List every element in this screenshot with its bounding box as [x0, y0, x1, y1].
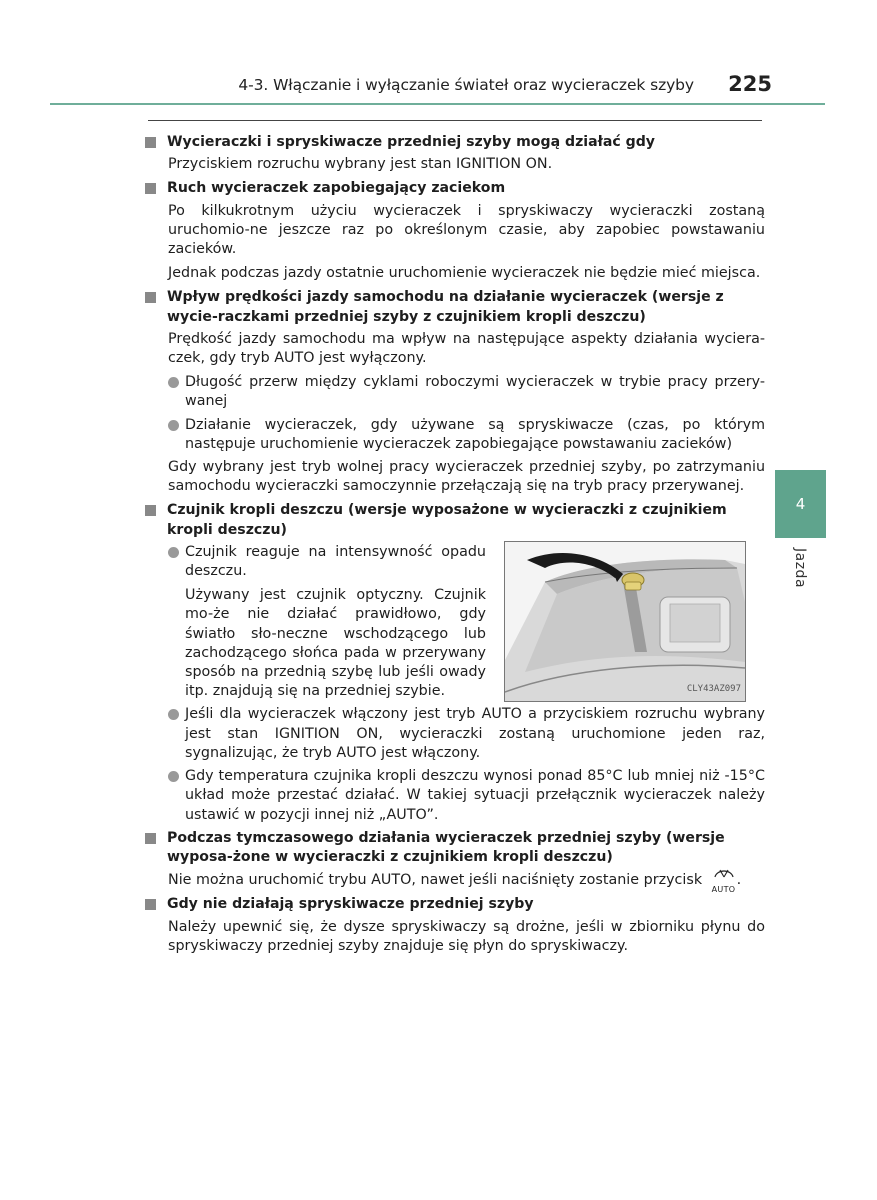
page-content — [145, 133, 765, 961]
round-bullet-icon — [168, 547, 179, 558]
paragraph: Przyciskiem rozruchu wybrany jest stan IGNITION ON. — [168, 156, 553, 173]
round-bullet-icon — [168, 377, 179, 388]
section-anti-streak — [145, 179, 765, 283]
square-bullet-icon — [145, 505, 156, 516]
list-item: Czujnik reaguje na intensywność opadu deszczu. Używany jest czujnik optyczny. Czujnik mo-że nie działać prawidłowo, gdy światło sło-neczne wschodzącego lub zachodzącego słońca pada w przerywany sposób na przednią szybę lub jeśli owady itp. znajdują się na przedniej szybie. — [168, 543, 486, 702]
sensor-note: Używany jest czujnik optyczny. Czujnik mo-że nie działać prawidłowo, gdy światło sło-neczne wschodzącego lub zachodzącego słońca pada w przerywany sposób na przednią szybę lub jeśli owady itp. znajdują się na przedniej szybie. — [185, 587, 486, 700]
paragraph: Prędkość jazdy samochodu ma wpływ na następujące aspekty działania wyciera-czek, gdy tryb AUTO jest wyłączony. — [168, 330, 765, 367]
square-bullet-icon — [145, 137, 156, 148]
rain-sensor-illustration — [504, 541, 746, 702]
list-item: Długość przerw między cyklami roboczymi wycieraczek w trybie pracy przery-wanej — [168, 373, 765, 411]
paragraph: Gdy wybrany jest tryb wolnej pracy wycieraczek przedniej szyby, po zatrzymaniu samochodu wycieraczki samoczynnie przełączają się na tryb pracy przerywanej. — [168, 459, 765, 495]
round-bullet-icon — [168, 771, 179, 782]
paragraph: Należy upewnić się, że dysze spryskiwaczy są drożne, jeśli w zbiorniku płynu do spryskiwaczy przedniej szyby znajduje się płyn do spryskiwaczy. — [168, 918, 765, 954]
square-bullet-icon — [145, 899, 156, 910]
section-washers-not-working — [145, 895, 765, 956]
section-title: Ruch wycieraczek zapobiegający zaciekom — [167, 180, 506, 197]
list-item: Jeśli dla wycieraczek włączony jest tryb AUTO a przyciskiem rozruchu wybrany jest stan IGNITION ON, wycieraczki zostaną uruchomione jeden raz, sygnalizując, że tryb AUTO jest włączony. — [168, 705, 765, 763]
section-title: Wpływ prędkości jazdy samochodu na działanie wycieraczek (wersje z wycie-raczkami przedniej szyby z czujnikiem kropli deszczu) — [167, 289, 724, 325]
header-rule — [50, 103, 825, 105]
section-wipers-operate — [145, 133, 765, 174]
section-temporary-operation — [145, 829, 765, 895]
section-rain-sensor — [145, 501, 765, 824]
section-title: Gdy nie działają spryskiwacze przedniej szyby — [167, 896, 534, 913]
section-title: Wycieraczki i spryskiwacze przedniej szyby mogą działać gdy — [167, 134, 655, 150]
section-title: Czujnik kropli deszczu (wersje wyposażone w wycieraczki z czujnikiem kropli deszczu) — [167, 502, 727, 538]
header-section-title: 4-3. Włączanie i wyłączanie świateł oraz wycieraczek szyby — [238, 76, 694, 94]
wiper-auto-icon: AUTO — [711, 870, 737, 890]
list-item: Gdy temperatura czujnika kropli deszczu wynosi ponad 85°C lub mniej niż -15°C układ może przestać działać. W takiej sytuacji przełącznik wycieraczek należy ustawić w pozycji innej niż „AUTO”. — [168, 767, 765, 825]
round-bullet-icon — [168, 709, 179, 720]
square-bullet-icon — [145, 183, 156, 194]
chapter-tab: 4 — [775, 470, 826, 538]
paragraph: Po kilkukrotnym użyciu wycieraczek i spryskiwaczy wycieraczki zostaną uruchomio-ne jeszcze raz po określonym czasie, aby zapobiec powstawaniu zacieków. — [168, 202, 765, 258]
square-bullet-icon — [145, 292, 156, 303]
paragraph: Nie można uruchomić trybu AUTO, nawet jeśli naciśnięty zostanie przycisk AUTO . — [168, 872, 742, 895]
page-number: 225 — [728, 72, 772, 96]
list-item: Działanie wycieraczek, gdy używane są spryskiwacze (czas, po którym następuje uruchomienie wycieraczek zapobiegające powstawaniu zacieków) — [168, 416, 765, 454]
section-title: Podczas tymczasowego działania wycieraczek przedniej szyby (wersje wyposa-żone w wycieraczki z czujnikiem kropli deszczu) — [167, 829, 725, 865]
square-bullet-icon — [145, 833, 156, 844]
chapter-label: Jazda — [792, 548, 808, 589]
figure-code: CLY43AZ097 — [686, 683, 741, 694]
round-bullet-icon — [168, 420, 179, 431]
section-speed-influence — [145, 288, 765, 496]
content-top-rule — [148, 120, 762, 121]
paragraph: Jednak podczas jazdy ostatnie uruchomienie wycieraczek nie będzie mieć miejsca. — [168, 265, 761, 282]
